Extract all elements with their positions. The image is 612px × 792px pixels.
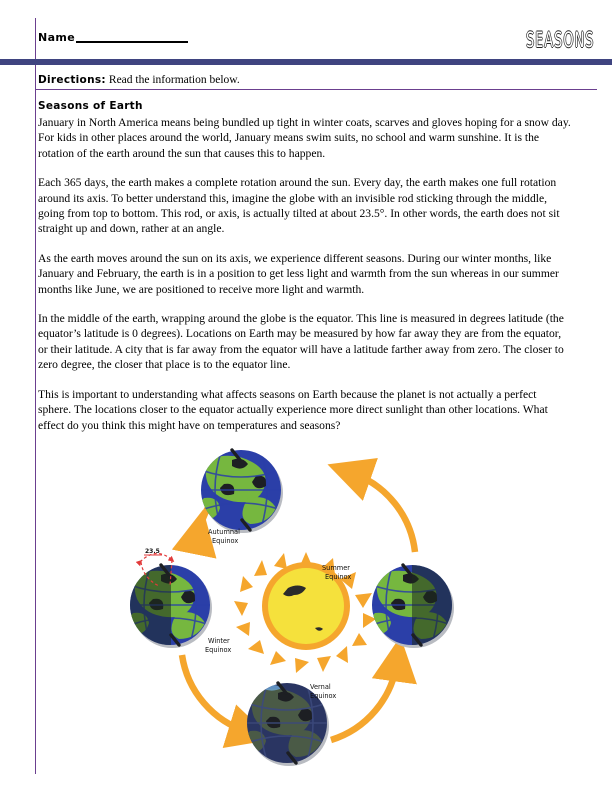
- article-heading: Seasons of Earth: [38, 100, 143, 112]
- directions-text: Read the information below.: [108, 74, 240, 86]
- globe-label-autumnal-line1: Autumnal: [208, 528, 240, 536]
- article-paragraph: As the earth moves around the sun on its axis, we experience different seasons. During our winter months, like January and February, the earth is in a position to get less light and warmth from the sun whereas in our summer months like June, we are positioned to receive more light and warmth.: [38, 251, 559, 296]
- article-paragraph: January in North America means being bundled up tight in winter coats, scarves and gloves hoping for a snow day. For kids in other places around the world, January means swim suits, no school and warm sunshine. It is the rotation of the earth around the sun that causes this to happen.: [38, 116, 571, 160]
- globe-label-summer-line2: Equinox: [325, 573, 352, 581]
- night-shadow: [412, 563, 455, 649]
- article-paragraph: In the middle of the earth, wrapping around the globe is the equator. This line is measured in degrees latitude (the equator’s latitude is 0 degrees). Locations on Earth may be measured by how far away they are from the equator, or their latitude. A city that is far away from the equator will have a latitude farther away from zero. The closer to zero degree, the closer that place is to the equator line.: [38, 312, 564, 372]
- article-body: [38, 100, 572, 433]
- directions-divider-rule: [35, 89, 597, 90]
- name-field-row: [38, 32, 188, 44]
- directions-row: [38, 70, 240, 88]
- globe-label-autumnal-line2: Equinox: [212, 537, 239, 545]
- globe-label-winter-line2: Equinox: [205, 646, 232, 654]
- article-paragraph: This is important to understanding what affects seasons on Earth because the planet is not actually a perfect sphere. The locations closer to the equator actually experience more direct sunlight than other locations. What effect do you think this might have on temperatures and seasons?: [38, 387, 548, 432]
- page-title: SEASONS: [525, 28, 594, 52]
- header-navy-bar: [0, 59, 612, 65]
- arrow-vernal-to-summer: [331, 662, 397, 740]
- globe-winter: [127, 548, 231, 654]
- arrow-winter-to-vernal: [182, 655, 248, 732]
- night-shadow: [128, 563, 171, 649]
- globe-label-vernal-line1: Vernal: [310, 683, 331, 691]
- globe-label-winter-line1: Winter: [208, 637, 230, 645]
- sun-icon: [234, 552, 376, 673]
- name-blank-line[interactable]: [76, 40, 188, 43]
- left-margin-rule: [35, 18, 36, 774]
- article-paragraph: Each 365 days, the earth makes a complete rotation around the sun. Every day, the earth makes one full rotation around its axis. To better understand this, imagine the globe with an invisible rod sticking through the middle, going from top to bottom. This rod, or axis, is actually tilted at about 23.5°. In other words, the earth does not sit straight up and down, rather at an angle.: [38, 176, 560, 236]
- name-label: Name: [38, 31, 76, 44]
- seasons-diagram: [120, 440, 492, 770]
- arrow-summer-to-autumn: [352, 473, 415, 552]
- directions-label: Directions:: [38, 74, 106, 86]
- globe-label-summer-line1: Summer: [322, 564, 350, 572]
- globe-vernal: [244, 683, 336, 766]
- globe-label-vernal-line2: Equinox: [310, 692, 337, 700]
- globe-autumnal: [198, 450, 283, 545]
- tilt-angle-label: 23.5: [145, 548, 160, 555]
